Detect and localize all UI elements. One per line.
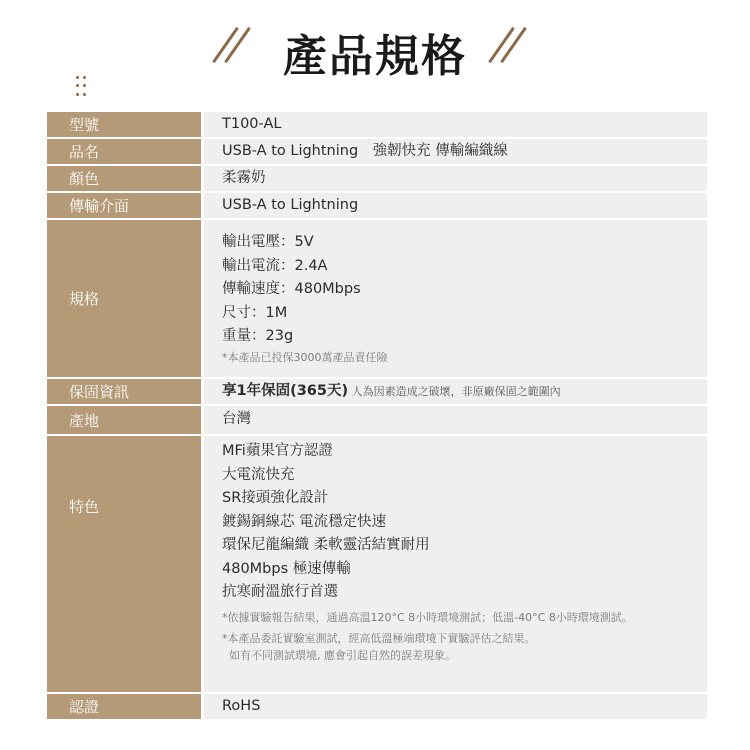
row-value: T100-AL (204, 112, 707, 137)
row-label: 認證 (47, 694, 201, 719)
spec-row-name (47, 139, 707, 164)
row-value: 享1年保固(365天) 人為因素造成之破壞，非原廠保固之範圍內 (204, 379, 707, 404)
title-area (0, 14, 750, 84)
spec-row-color (47, 166, 707, 191)
spec-row-features (47, 436, 707, 692)
row-value: 台灣 (204, 406, 707, 434)
row-label: 規格 (47, 220, 201, 377)
row-value: USB-A to Lightning 強韌快充 傳輸編織線 (204, 139, 707, 164)
spec-row-certification (47, 694, 707, 719)
row-label: 型號 (47, 112, 201, 137)
spec-row-origin (47, 406, 707, 434)
spec-row-interface (47, 193, 707, 218)
spec-row-specs (47, 220, 707, 377)
row-label: 品名 (47, 139, 201, 164)
spec-row-warranty (47, 379, 707, 404)
page-title: 產品規格 (283, 31, 467, 82)
row-label: 產地 (47, 406, 201, 434)
row-label: 顏色 (47, 166, 201, 191)
decor-dots-icon (76, 76, 88, 98)
row-value: 柔霧奶 (204, 166, 707, 191)
row-value: 輸出電壓：5V 輸出電流：2.4A 傳輸速度：480Mbps 尺寸：1M 重量：23g *本產品已投保3000萬產品責任險 (204, 220, 707, 377)
row-label: 傳輸介面 (47, 193, 201, 218)
spec-row-model (47, 112, 707, 137)
decor-slash-right (490, 22, 530, 66)
row-label: 特色 (47, 436, 201, 692)
row-label: 保固資訊 (47, 379, 201, 404)
spec-table (47, 112, 707, 721)
row-value: USB-A to Lightning (204, 193, 707, 218)
row-value: RoHS (204, 694, 707, 719)
row-value: MFi蘋果官方認證 大電流快充 SR接頭強化設計 鍍錫銅線芯 電流穩定快速 環保尼龍編織 柔軟靈活結實耐用 480Mbps 極速傳輸 抗寒耐溫旅行首選 *依據實驗報告結果，通過高溫120°C 8小時環境測試；低溫-40°C 8小時環境測試。 *本產品委託實驗室測試，經高低溫極端環境下實驗評估之結果。 如有不同測試環境, 應會引起自然的誤差現象。 (204, 436, 707, 692)
